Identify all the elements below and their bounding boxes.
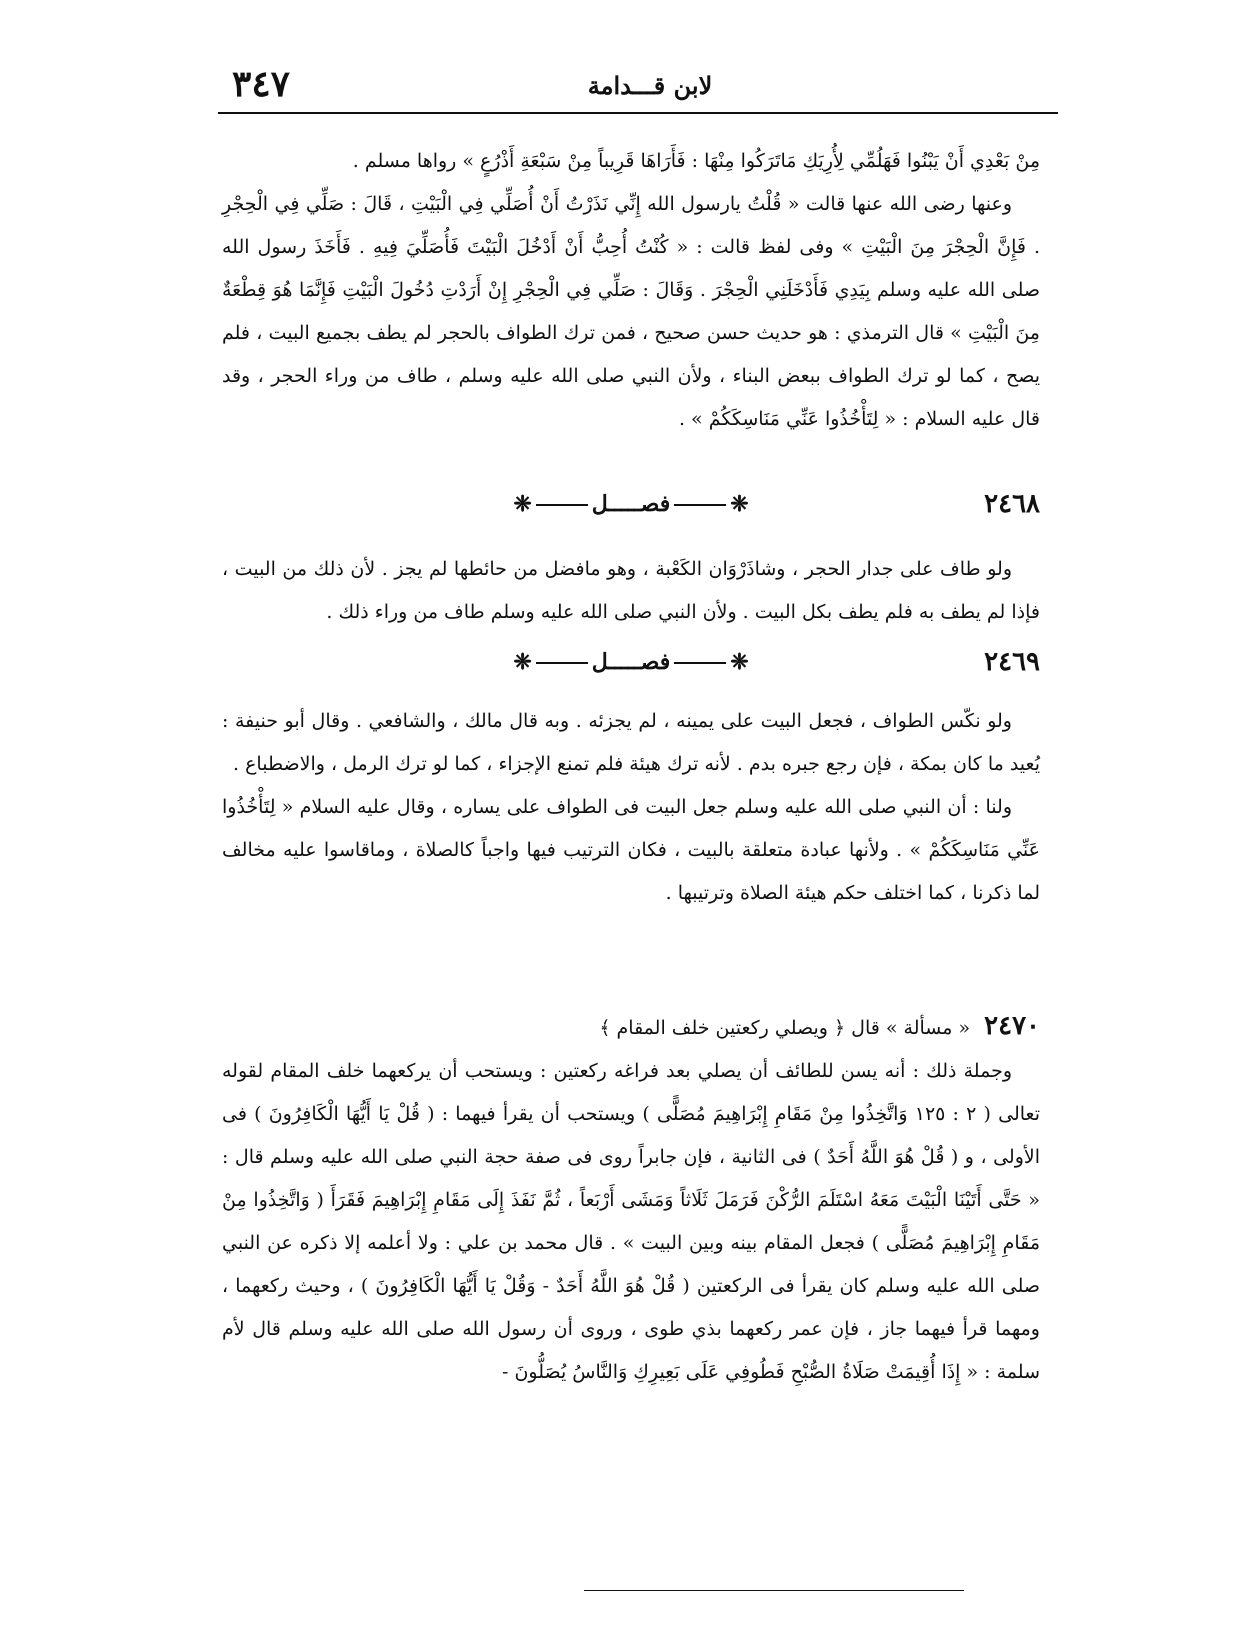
masala-heading-2470 <box>222 1006 1040 1046</box>
ornament-dash <box>536 504 588 506</box>
paragraph: ولنا : أن النبي صلى الله عليه وسلم جعل البيت فى الطواف على يساره ، وقال عليه السلام « لِتَأْخُذُوا عَنِّي مَنَاسِكَكُمْ » . ولأنها عبادة متعلقة بالبيت ، فكان الترتيب فيها واجباً كالصلاة ، وماقاسوا عليه مخالف لما ذكرنا ، كما اختلف حكم هيئة الصلاة وترتيبها . <box>222 796 1040 904</box>
section-label-row <box>222 484 1040 524</box>
section-heading-2469 <box>222 642 1040 682</box>
paragraph: ولو طاف على جدار الحجر ، وشاذَرْوَان الكَعْبة ، وهو مافضل من حائطها لم يجز . لأن ذلك من البيت ، فإذا لم يطف به فلم يطف بكل البيت . ولأن النبي صلى الله عليه وسلم طاف من وراء ذلك . <box>222 558 1040 623</box>
section-label: فصـــــل <box>591 491 671 517</box>
page-number: ٣٤٧ <box>232 63 291 105</box>
text-block-1 <box>222 140 1040 441</box>
ornament-dash <box>536 662 588 664</box>
paragraph: وجملة ذلك : أنه يسن للطائف أن يصلي بعد فراغه ركعتين : ويستحب أن يركعهما خلف المقام لقوله تعالى ( ٢ : ١٢٥ وَاتَّخِذُوا مِنْ مَقَامِ إِبْرَاهِيمَ مُصَلًّى ) ويستحب أن يقرأ فيهما : ( قُلْ يَا أَيُّهَا الْكَافِرُونَ ) فى الأولى ، و ( قُلْ هُوَ اللَّهُ أَحَدٌ ) فى الثانية ، فإن جابراً روى فى صفة حجة النبي صلى الله عليه وسلم قال : « حَتَّى أَتَيْنَا الْبَيْتَ مَعَهُ اسْتَلَمَ الرُّكْنَ فَرَمَلَ ثَلَاثاً وَمَشَى أَرْبَعاً ، ثُمَّ نَفَذَ إِلَى مَقَامِ إِبْرَاهِيمَ فَقَرَأَ ( وَاتَّخِذُوا مِنْ مَقَامِ إِبْرَاهِيمَ مُصَلًّى ) فجعل المقام بينه وبين البيت » . قال محمد بن علي : ولا أعلمه إلا ذكره عن النبي صلى الله عليه وسلم كان يقرأ فى الركعتين ( قُلْ هُوَ اللَّهُ أَحَدٌ - وَقُلْ يَا أَيُّهَا الْكَافِرُونَ ) ، وحيث ركعهما ، ومهما قرأ فيهما جاز ، فإن عمر ركعهما بذي طوى ، وروى أن رسول الله صلى الله عليه وسلم قال لأم سلمة : « إِذَا أُقِيمَتْ صَلَاةُ الصُّبْحِ فَطُوفِي عَلَى بَعِيرِكِ وَالنَّاسُ يُصَلُّونَ - <box>222 1060 1040 1383</box>
section-number: ٢٤٦٩ <box>984 647 1040 677</box>
section-number: ٢٤٦٨ <box>984 489 1040 519</box>
masala-number: ٢٤٧٠ <box>984 1011 1040 1041</box>
masala-text: « مسألة » قال ﴿ ويصلي ركعتين خلف المقام ﴾ <box>599 1017 971 1039</box>
ornament-icon: ❈ <box>730 649 749 675</box>
section-label: فصـــــل <box>591 649 671 675</box>
header-rule <box>218 112 1058 114</box>
ornament-dash <box>674 662 726 664</box>
ornament-icon: ❈ <box>513 649 532 675</box>
text-block-2 <box>222 548 1040 634</box>
footer-rule <box>584 1590 964 1591</box>
ornament-icon: ❈ <box>513 491 532 517</box>
paragraph: وعنها رضى الله عنها قالت « قُلْتُ يارسول الله إِنِّي نَذَرْتُ أَنْ أُصَلِّي فِي الْبَيْتِ ، قَالَ : صَلِّي فِي الْحِجْرِ . فَإِنَّ الْحِجْرَ مِنَ الْبَيْتِ » وفى لفظ قالت : « كُنْتُ أُحِبُّ أَنْ أَدْخُلَ الْبَيْتَ فَأُصَلِّيَ فِيهِ . فَأَخَذَ رسول الله صلى الله عليه وسلم بِيَدِي فَأَدْخَلَنِي الْحِجْرَ . وَقَالَ : صَلِّي فِي الْحِجْرِ إِنْ أَرَدْتِ دُخُولَ الْبَيْتِ فَإِنَّمَا هُوَ قِطْعَةٌ مِنَ الْبَيْتِ » قال الترمذي : هو حديث حسن صحيح ، فمن ترك الطواف بالحجر لم يطف بجميع البيت ، فلم يصح ، كما لو ترك الطواف ببعض البناء ، ولأن النبي صلى الله عليه وسلم ، طاف من وراء الحجر ، وقد قال عليه السلام : « لِتَأْخُذُوا عَنِّي مَنَاسِكَكُمْ » . <box>222 193 1040 430</box>
section-label-row <box>222 642 1040 682</box>
running-title: لابن قـــدامة <box>587 71 713 100</box>
paragraph: ولو نكّس الطواف ، فجعل البيت على يمينه ، لم يجزئه . وبه قال مالك ، والشافعي . وقال أبو حنيفة : يُعيد ما كان بمكة ، فإن رجع جبره بدم . لأنه ترك هيئة فلم تمنع الإجزاء ، كما لو ترك الرمل ، والاضطباع . <box>222 710 1040 775</box>
section-heading-2468 <box>222 484 1040 524</box>
paragraph: مِنْ بَعْدِي أَنْ يَبْنُوا فَهَلُمِّي لِأُرِيَكِ مَاتَرَكُوا مِنْهَا : فَأَرَاهَا قَرِيباً مِنْ سَبْعَةِ أَذْرُعٍ » رواها مسلم . <box>352 150 1040 172</box>
ornament-icon: ❈ <box>730 491 749 517</box>
text-block-3 <box>222 700 1040 915</box>
ornament-dash <box>674 504 726 506</box>
text-block-4 <box>222 1050 1040 1394</box>
